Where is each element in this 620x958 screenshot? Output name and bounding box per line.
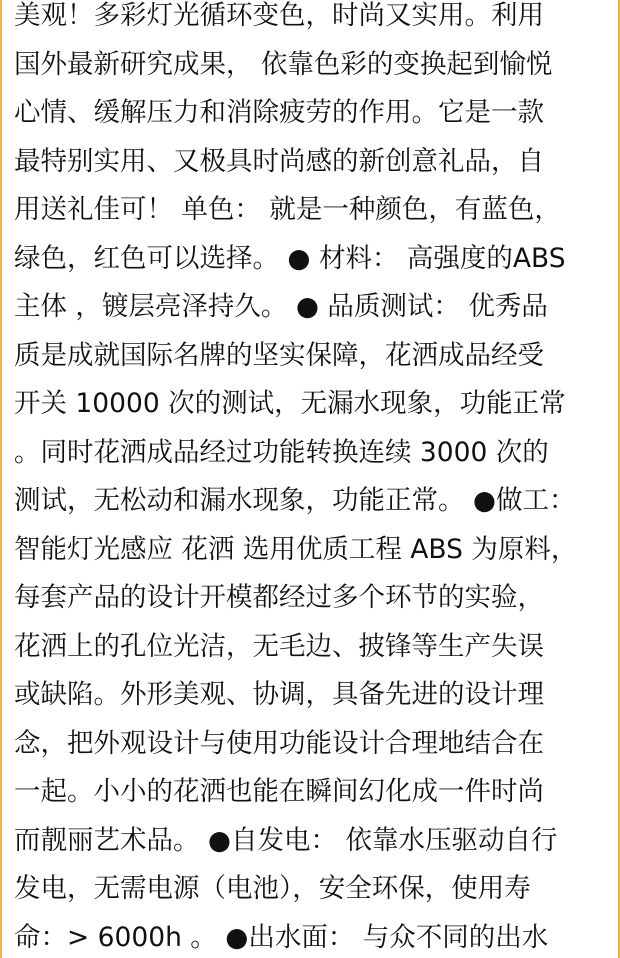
text-line-18: 而靓丽艺术品。 ●自发电： 依靠水压驱动自行: [14, 824, 558, 856]
text-line-15: 或缺陷。外形美观、协调，具备先进的设计理: [14, 679, 544, 710]
text-line-12: 智能灯光感应 花洒 选用优质工程 ABS 为原料，: [14, 533, 578, 565]
text-line-2: 国外最新研究成果， 依靠色彩的变换起到愉悦: [14, 48, 553, 80]
text-line-13: 每套产品的设计开模都经过多个环节的实验，: [14, 582, 544, 613]
text-line-11: 测试，无松动和漏水现象，功能正常。 ●做工：: [14, 485, 576, 516]
text-line-19: 发电，无需电源（电池），安全环保，使用寿: [14, 873, 531, 904]
text-line-20: 命：> 6000h 。 ●出水面： 与众不同的出水: [14, 921, 549, 953]
text-line-1: 美观！多彩灯光循环变色，时尚又实用。利用: [14, 0, 544, 31]
text-line-9: 开关 10000 次的测试，无漏水现象，功能正常: [14, 388, 566, 419]
text-line-3: 心情、缓解压力和消除疲劳的作用。它是一款: [14, 97, 544, 128]
text-line-6: 绿色，红色可以选择。 ● 材料： 高强度的ABS: [14, 242, 566, 274]
text-line-4: 最特别实用、又极具时尚感的新创意礼品，自: [14, 145, 544, 177]
product-description: [14, 0, 614, 958]
text-line-8: 质是成就国际名牌的坚实保障，花洒成品经受: [14, 339, 544, 371]
text-line-7: 主体 ，镀层亮泽持久。 ● 品质测试： 优秀品: [14, 291, 548, 322]
text-line-5: 用送礼佳可！ 单色： 就是一种颜色，有蓝色，: [14, 194, 561, 225]
text-line-10: 。同时花洒成品经过功能转换连续 3000 次的: [14, 436, 549, 468]
text-line-14: 花洒上的孔位光洁，无毛边、披锋等生产失误: [14, 630, 544, 662]
text-line-17: 一起。小小的花洒也能在瞬间幻化成一件时尚: [14, 776, 544, 807]
text-line-16: 念，把外观设计与使用功能设计合理地结合在: [14, 727, 544, 759]
